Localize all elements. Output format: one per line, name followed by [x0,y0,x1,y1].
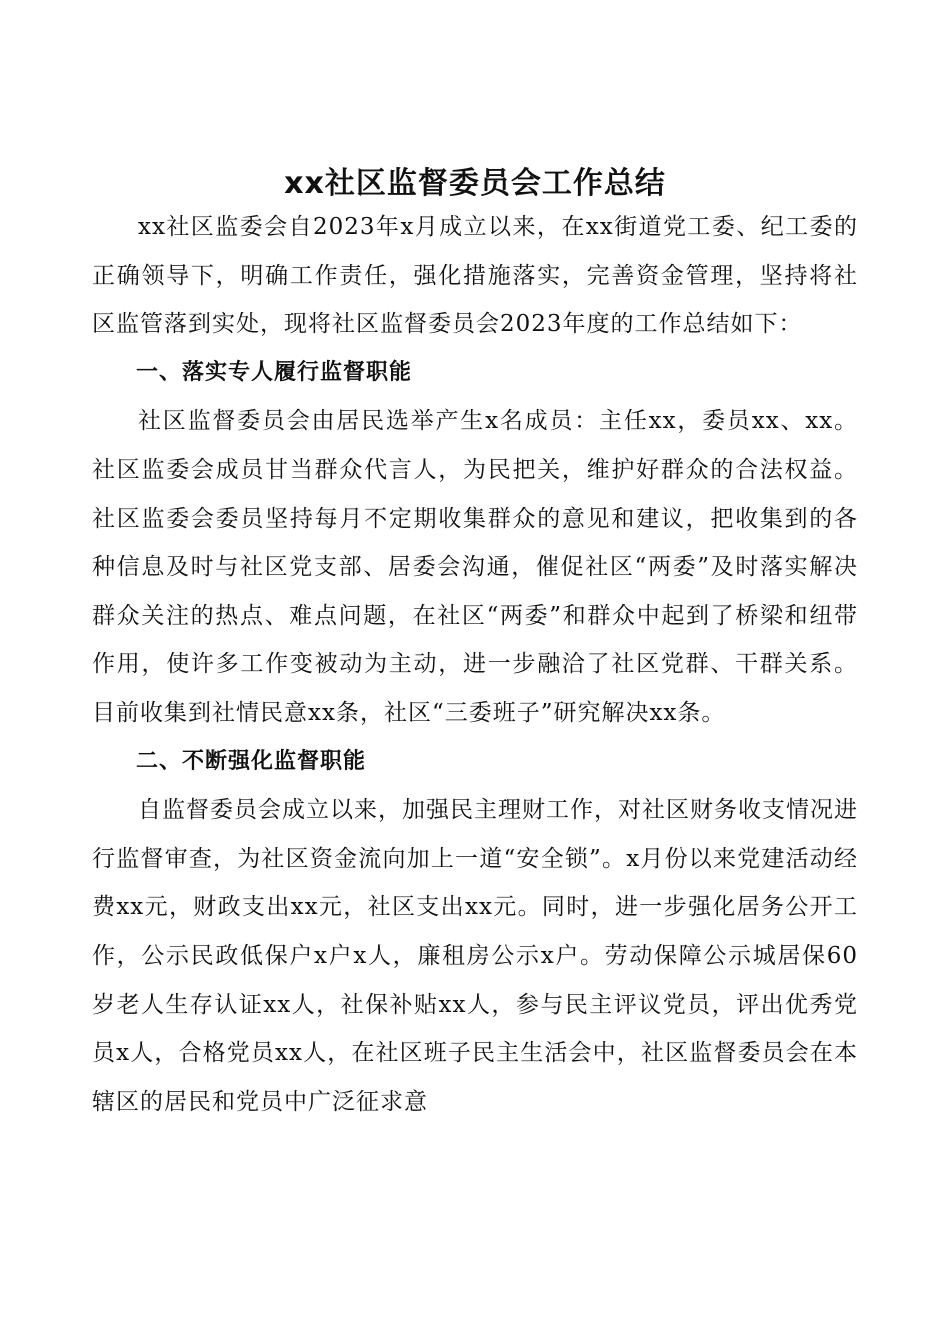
section-heading-2: 二、不断强化监督职能 [136,748,367,774]
document-body [92,203,858,1126]
document-title: xx社区监督委员会工作总结 [284,166,666,202]
section-paragraph-1: 社区监督委员会由居民选举产生x名成员：主任xx，委员xx、xx。社区监委会成员甘当群众代言人，为民把关，维护好群众的合法权益。社区监委会委员坚持每月不定期收集群众的意见和建议，把收集到的各种信息及时与社区党支部、居委会沟通，催促社区“两委”及时落实解决群众关注的热点、难点问题，在社区“两委”和群众中起到了桥梁和纽带作用，使许多工作变被动为主动，进一步融洽了社区党群、干群关系。目前收集到社情民意xx条，社区“三委班子”研究解决xx条。 [92,408,858,726]
intro-paragraph: xx社区监委会自2023年x月成立以来，在xx街道党工委、纪工委的正确领导下，明确工作责任，强化措施落实，完善资金管理，坚持将社区监管落到实处，现将社区监督委员会2023年度的工作总结如下： [92,214,858,338]
section-paragraph-2: 自监督委员会成立以来，加强民主理财工作，对社区财务收支情况进行监督审查，为社区资金流向加上一道“安全锁”。x月份以来党建活动经费xx元，财政支出xx元，社区支出xx元。同时，进一步强化居务公开工作，公示民政低保户x户x人，廉租房公示x户。劳动保障公示城居保60岁老人生存认证xx人，社保补贴xx人，参与民主评议党员，评出优秀党员x人，合格党员xx人，在社区班子民主生活会中，社区监督委员会在本辖区的居民和党员中广泛征求意 [92,797,858,1115]
section-heading-1: 一、落实专人履行监督职能 [136,359,413,385]
